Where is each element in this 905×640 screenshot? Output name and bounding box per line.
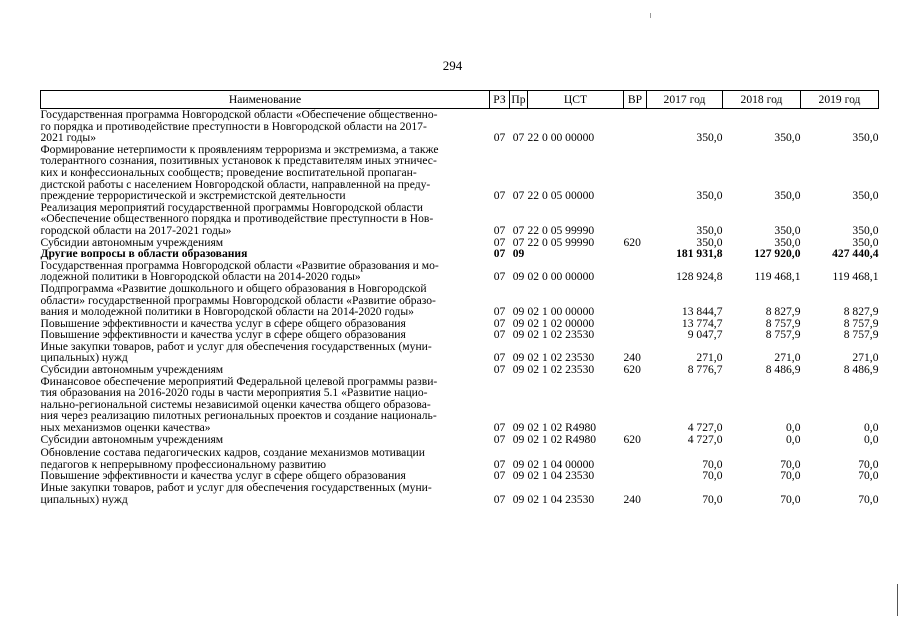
cell-y2017: 271,0 xyxy=(696,351,723,365)
row-name-line: педагогов к непрерывному профессиональному развитию xyxy=(40,457,327,471)
cell-y2017: 13 774,7 xyxy=(681,316,723,330)
cell-rz: 07 xyxy=(493,189,506,203)
cell-y2019: 0,0 xyxy=(864,421,879,435)
table-row xyxy=(41,482,879,505)
row-name-line: Субсидии автономным учреждениям xyxy=(40,363,224,377)
scan-edge-mark xyxy=(897,584,898,616)
cell-pr: 09 xyxy=(512,247,525,261)
cell-rz: 07 xyxy=(493,363,506,377)
cell-pr: 07 xyxy=(512,235,525,249)
cell-pr: 09 xyxy=(512,305,525,319)
cell-y2017: 70,0 xyxy=(702,492,723,506)
row-name-line: Государственная программа Новгородской области «Развитие образования и мо- xyxy=(40,258,439,272)
cell-cst: 02 1 02 R4980 xyxy=(527,421,597,435)
cell-rz: 07 xyxy=(493,432,506,446)
row-name-line: ния через реализацию пилотных региональных проектов и создание националь- xyxy=(40,409,437,423)
column-header-name: Наименование xyxy=(41,91,490,109)
cell-y2017: 128 924,8 xyxy=(676,270,723,284)
row-name-cell xyxy=(41,434,490,446)
cell-y2017: 4 727,0 xyxy=(687,432,723,446)
cell-cst: 22 0 00 00000 xyxy=(527,131,595,145)
cell-y2018: 119 468,1 xyxy=(754,270,801,284)
cell-vr xyxy=(624,470,647,482)
row-name-line: Другие вопросы в области образования xyxy=(40,247,248,261)
cell-cst: 02 1 04 23530 xyxy=(527,469,595,483)
cell-pr: 09 xyxy=(512,316,525,330)
cell-rz: 07 xyxy=(493,305,506,319)
cell-vr xyxy=(624,445,647,470)
cell-rz: 07 xyxy=(493,235,506,249)
cell-vr xyxy=(624,260,647,283)
cell-y2019: 70,0 xyxy=(858,469,879,483)
cell-y2019: 350,0 xyxy=(852,189,879,203)
row-name-line: Повышение эффективности и качества услуг в сфере общего образования xyxy=(40,328,406,342)
cell-pr: 09 xyxy=(512,328,525,342)
row-name-line: Финансовое обеспечение мероприятий Федеральной целевой программы разви- xyxy=(40,374,438,388)
cell-y2019: 350,0 xyxy=(852,131,879,145)
cell-pr: 09 xyxy=(512,457,525,471)
cell-cst: 02 1 02 23530 xyxy=(527,351,595,365)
cell-vr xyxy=(624,109,647,144)
cell-y2018: 0,0 xyxy=(786,421,801,435)
row-name-line: Обновление состава педагогических кадров, создание механизмов мотивации xyxy=(40,446,425,460)
cell-y2018: 70,0 xyxy=(780,457,801,471)
cell-vr: 240 xyxy=(623,492,641,506)
table-row xyxy=(41,283,879,318)
cell-y2019: 0,0 xyxy=(864,432,879,446)
cell-y2019: 8 486,9 xyxy=(843,363,879,377)
column-header-cst: ЦСТ xyxy=(528,91,624,109)
cell-rz: 07 xyxy=(493,316,506,330)
cell-rz: 07 xyxy=(493,457,506,471)
row-name-cell xyxy=(41,202,490,237)
page-number: 294 xyxy=(442,58,463,73)
cell-vr: 620 xyxy=(623,235,641,249)
cell-vr xyxy=(624,376,647,434)
cell-y2017: 70,0 xyxy=(702,469,723,483)
cell-y2019: 70,0 xyxy=(858,457,879,471)
cell-y2017: 350,0 xyxy=(696,235,723,249)
column-header-rz: РЗ xyxy=(490,91,510,109)
table-row xyxy=(41,202,879,237)
cell-y2017: 181 931,8 xyxy=(676,247,723,261)
table-header-row xyxy=(41,91,879,109)
row-name-cell xyxy=(41,376,490,434)
cell-y2017: 70,0 xyxy=(702,457,723,471)
cell-vr xyxy=(624,144,647,202)
table-row xyxy=(41,434,879,446)
cell-cst xyxy=(528,248,624,260)
cell-vr xyxy=(624,202,647,237)
cell-y2018: 350,0 xyxy=(774,235,801,249)
cell-y2017: 350,0 xyxy=(696,131,723,145)
cell-vr xyxy=(624,329,647,341)
cell-rz: 07 xyxy=(493,247,506,261)
cell-y2018: 8 827,9 xyxy=(765,305,801,319)
row-name-line: Повышение эффективности и качества услуг в сфере общего образования xyxy=(40,316,406,330)
cell-rz: 07 xyxy=(493,421,506,435)
row-name-line: Субсидии автономным учреждениям xyxy=(40,432,224,446)
cell-rz: 07 xyxy=(493,131,506,145)
cell-vr xyxy=(624,283,647,318)
row-name-line: дистской работы с населением Новгородской области, направленной на преду- xyxy=(40,177,431,191)
cell-pr: 09 xyxy=(512,351,525,365)
row-name-line: лодежной политики в Новгородской области на 2014-2020 годы» xyxy=(40,270,361,284)
table-row xyxy=(41,144,879,202)
row-name-cell xyxy=(41,260,490,283)
cell-y2018: 0,0 xyxy=(786,432,801,446)
table-row xyxy=(41,376,879,434)
cell-y2019: 8 757,9 xyxy=(843,316,879,330)
cell-cst: 22 0 05 99990 xyxy=(527,223,595,237)
row-name-line: ципальных) нужд xyxy=(40,351,128,365)
row-name-cell xyxy=(41,144,490,202)
scan-mark xyxy=(650,13,651,18)
row-name-line: области» государственной программы Новгородской области «Развитие образо- xyxy=(40,293,436,307)
column-header-vr: ВР xyxy=(624,91,647,109)
cell-pr: 09 xyxy=(512,421,525,435)
column-header-2019: 2019 год xyxy=(801,91,879,109)
cell-vr: 240 xyxy=(623,351,641,365)
cell-pr: 09 xyxy=(512,492,525,506)
row-name-line: Повышение эффективности и качества услуг в сфере общего образования xyxy=(40,469,406,483)
cell-y2018: 8 486,9 xyxy=(765,363,801,377)
row-name-line: нально-региональной системы независимой оценки качества общего образова- xyxy=(40,397,431,411)
budget-table xyxy=(40,90,879,505)
row-name-line: го порядка и противодействие преступности в Новгородской области на 2017- xyxy=(40,119,427,133)
cell-y2018: 70,0 xyxy=(780,492,801,506)
cell-rz: 07 xyxy=(493,351,506,365)
cell-vr xyxy=(624,318,647,330)
row-name-line: тия образования на 2016-2020 годы в части мероприятия 5.1 «Развитие нацио- xyxy=(40,386,428,400)
row-name-line: «Обеспечение общественного порядка и противодействие преступности в Нов- xyxy=(40,212,434,226)
cell-y2019: 8 757,9 xyxy=(843,328,879,342)
cell-pr: 09 xyxy=(512,432,525,446)
cell-cst: 02 1 02 00000 xyxy=(527,316,595,330)
cell-y2017: 8 776,7 xyxy=(687,363,723,377)
cell-y2018: 350,0 xyxy=(774,223,801,237)
table-row xyxy=(41,260,879,283)
cell-y2019: 271,0 xyxy=(852,351,879,365)
cell-pr: 09 xyxy=(512,469,525,483)
row-name-line: 2021 годы» xyxy=(40,131,97,145)
row-name-line: вания и молодежной политики в Новгородской области на 2014-2020 годы» xyxy=(40,305,414,319)
row-name-cell xyxy=(41,109,490,144)
cell-y2019: 70,0 xyxy=(858,492,879,506)
cell-cst: 02 1 00 00000 xyxy=(527,305,595,319)
cell-y2019: 119 468,1 xyxy=(832,270,879,284)
cell-cst: 22 0 05 99990 xyxy=(527,235,595,249)
cell-cst: 02 1 02 23530 xyxy=(527,328,595,342)
row-name-line: городской области на 2017-2021 годы» xyxy=(40,223,232,237)
cell-y2017: 350,0 xyxy=(696,223,723,237)
cell-y2017: 4 727,0 xyxy=(687,421,723,435)
cell-y2018: 8 757,9 xyxy=(765,316,801,330)
cell-cst: 02 1 04 23530 xyxy=(527,492,595,506)
row-name-line: Реализация мероприятий государственной программы Новгородской области xyxy=(40,200,423,214)
row-name-line: ких и конфессиональных сообществ; проведение воспитательной пропаган- xyxy=(40,165,417,179)
column-header-2018: 2018 год xyxy=(723,91,801,109)
cell-pr: 07 xyxy=(512,223,525,237)
cell-pr: 07 xyxy=(512,131,525,145)
cell-pr: 07 xyxy=(512,189,525,203)
cell-y2017: 9 047,7 xyxy=(687,328,723,342)
cell-y2018: 127 920,0 xyxy=(754,247,801,261)
row-name-line: ципальных) нужд xyxy=(40,492,128,506)
row-name-line: Иные закупки товаров, работ и услуг для обеспечения государственных (муни- xyxy=(40,481,432,494)
cell-rz: 07 xyxy=(493,223,506,237)
cell-y2018: 8 757,9 xyxy=(765,328,801,342)
cell-rz: 07 xyxy=(493,328,506,342)
cell-y2019: 350,0 xyxy=(852,235,879,249)
row-name-line: преждение террористической и экстремистской деятельности xyxy=(40,189,346,203)
row-name-line: Подпрограмма «Развитие дошкольного и общего образования в Новгородской xyxy=(40,281,427,295)
cell-cst: 02 0 00 00000 xyxy=(527,270,595,284)
row-name-line: ных механизмов оценки качества» xyxy=(40,421,211,435)
cell-cst: 22 0 05 00000 xyxy=(527,189,595,203)
cell-rz: 07 xyxy=(493,492,506,506)
table-row xyxy=(41,445,879,470)
table-body xyxy=(41,109,879,506)
row-name-line: Иные закупки товаров, работ и услуг для обеспечения государственных (муни- xyxy=(40,339,432,353)
cell-rz: 07 xyxy=(493,270,506,284)
column-header-pr: Пр xyxy=(510,91,528,109)
cell-y2017: 13 844,7 xyxy=(681,305,723,319)
cell-vr: 620 xyxy=(623,363,641,377)
cell-y2017: 350,0 xyxy=(696,189,723,203)
row-name-line: Субсидии автономным учреждениям xyxy=(40,235,224,249)
cell-y2018: 70,0 xyxy=(780,469,801,483)
cell-y2018: 350,0 xyxy=(774,189,801,203)
cell-vr xyxy=(624,248,647,260)
row-name-line: Государственная программа Новгородской области «Обеспечение общественно- xyxy=(40,108,438,121)
cell-y2018: 350,0 xyxy=(774,131,801,145)
cell-rz: 07 xyxy=(493,469,506,483)
cell-cst: 02 1 02 R4980 xyxy=(527,432,597,446)
row-name-cell xyxy=(41,445,490,470)
cell-pr: 09 xyxy=(512,363,525,377)
cell-cst: 02 1 02 23530 xyxy=(527,363,595,377)
cell-pr: 09 xyxy=(512,270,525,284)
cell-y2019: 8 827,9 xyxy=(843,305,879,319)
row-name-cell xyxy=(41,283,490,318)
table-row xyxy=(41,341,879,364)
cell-y2019: 350,0 xyxy=(852,223,879,237)
cell-vr: 620 xyxy=(623,432,641,446)
row-name-line: Формирование нетерпимости к проявлениям терроризма и экстремизма, а также xyxy=(40,142,439,156)
row-name-cell xyxy=(41,341,490,364)
column-header-2017: 2017 год xyxy=(647,91,723,109)
cell-y2018: 271,0 xyxy=(774,351,801,365)
row-name-line: толерантного сознания, позитивных установок к представителям иных этничес- xyxy=(40,154,437,168)
table-row xyxy=(41,109,879,144)
cell-y2019: 427 440,4 xyxy=(832,247,879,261)
cell-cst: 02 1 04 00000 xyxy=(527,457,595,471)
row-name-cell xyxy=(41,482,490,505)
